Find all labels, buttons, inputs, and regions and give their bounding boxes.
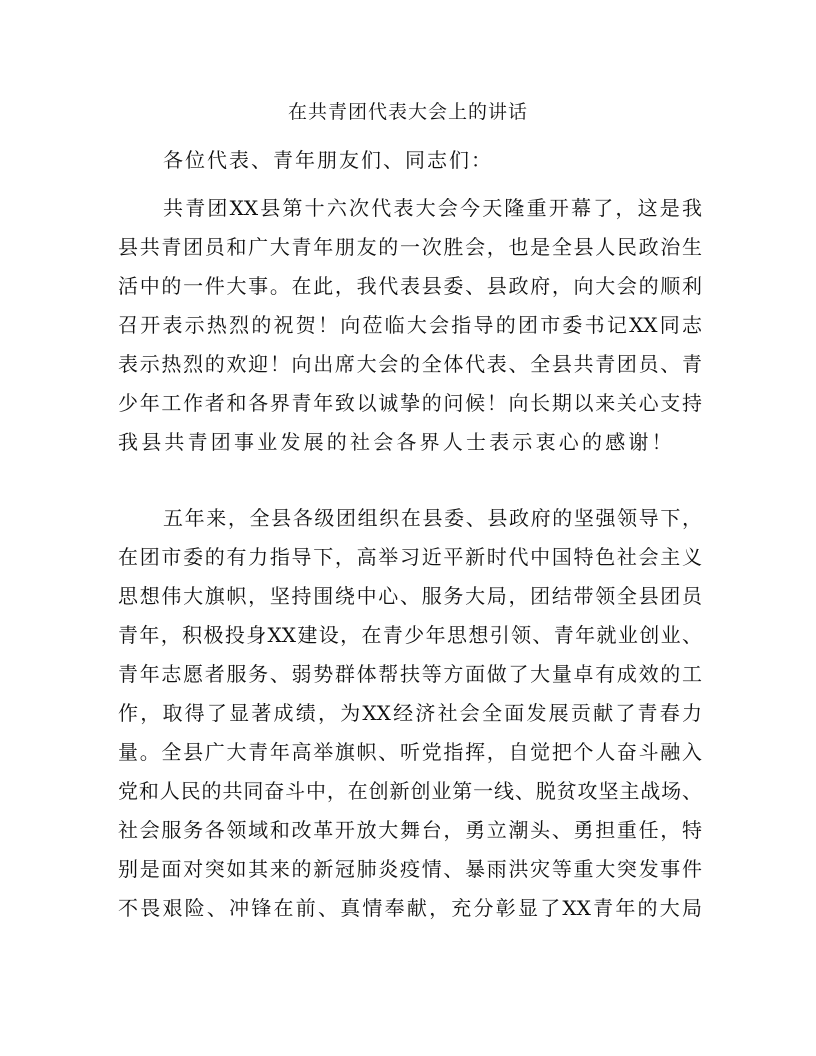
- salutation: 各位代表、青年朋友们、同志们：: [163, 148, 493, 172]
- text-line: 在团市委的有力指导下，高举习近平新时代中国特色社会主义: [118, 545, 702, 569]
- text-line: 量。全县广大青年高举旗帜、听党指挥，自觉把个人奋斗融入: [118, 740, 702, 764]
- text-line: 青年，积极投身XX建设，在青少年思想引领、青年就业创业、: [118, 623, 702, 647]
- text-line: 社会服务各领域和改革开放大舞台，勇立潮头、勇担重任，特: [118, 818, 702, 842]
- text-line: 五年来，全县各级团组织在县委、县政府的坚强领导下，: [163, 506, 702, 530]
- document-title: 在共青团代表大会上的讲话: [287, 101, 528, 123]
- text-line: 作，取得了显著成绩，为XX经济社会全面发展贡献了青春力: [118, 701, 702, 725]
- text-line: 思想伟大旗帜，坚持围绕中心、服务大局，团结带领全县团员: [118, 584, 702, 608]
- text-line: 我县共青团事业发展的社会各界人士表示衷心的感谢！: [118, 430, 675, 454]
- text-line: 表示热烈的欢迎！向出席大会的全体代表、全县共青团员、青: [118, 352, 702, 376]
- text-line: 少年工作者和各界青年致以诚挚的问候！向长期以来关心支持: [118, 391, 702, 415]
- text-line: 别是面对突如其来的新冠肺炎疫情、暴雨洪灾等重大突发事件: [118, 857, 702, 881]
- text-line: 活中的一件大事。在此，我代表县委、县政府，向大会的顺利: [118, 274, 702, 298]
- text-line: 党和人民的共同奋斗中，在创新创业第一线、脱贫攻坚主战场、: [118, 779, 702, 803]
- text-line: 共青团XX县第十六次代表大会今天隆重开幕了，这是我: [163, 196, 702, 220]
- text-line: 不畏艰险、冲锋在前、真情奉献，充分彰显了XX青年的大局: [118, 896, 702, 920]
- text-line: 县共青团员和广大青年朋友的一次胜会，也是全县人民政治生: [118, 235, 702, 259]
- text-line: 召开表示热烈的祝贺！向莅临大会指导的团市委书记XX同志: [118, 313, 702, 337]
- text-line: 青年志愿者服务、弱势群体帮扶等方面做了大量卓有成效的工: [118, 662, 702, 686]
